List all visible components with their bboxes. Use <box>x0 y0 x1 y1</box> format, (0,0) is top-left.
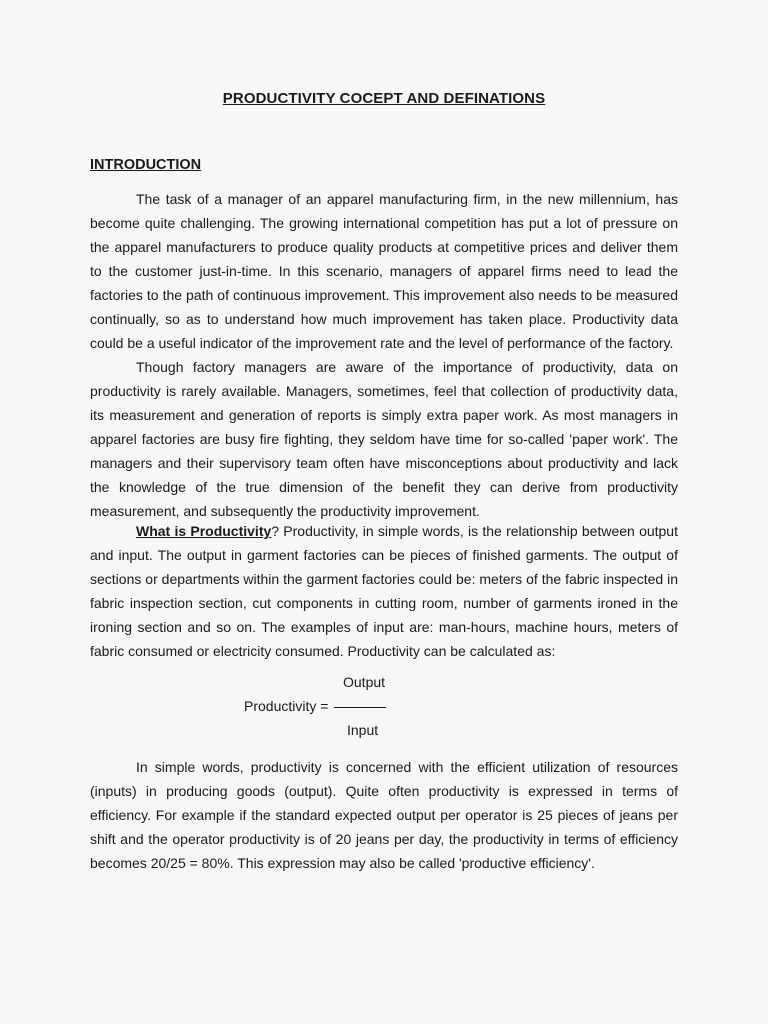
term-what-is-productivity: What is Productivity <box>136 523 272 539</box>
formula-numerator: Output <box>343 674 386 690</box>
page-title: PRODUCTIVITY COCEPT AND DEFINATIONS <box>222 90 546 107</box>
paragraph-3-body: ? Productivity, in simple words, is the relationship between output and input. The output in garment factories can be pieces of finished garments. The output of sections or departments within the garment factories could be: meters of the fabric inspected in fabric inspection section, cut components in cutting room, number of garments ironed in the ironing section and so on. The examples of input are: man-hours, machine hours, meters of fabric consumed or electricity consumed. Productivity can be calculated as: <box>90 523 678 659</box>
formula-label: Productivity = <box>244 698 329 714</box>
paragraph-1 <box>90 187 678 355</box>
formula-line <box>244 696 386 716</box>
formula-denominator: Input <box>347 722 379 738</box>
paragraph-4 <box>90 755 678 875</box>
fraction-bar <box>334 707 386 708</box>
paragraph-4-text: In simple words, productivity is concerned with the efficient utilization of resources (inputs) in producing goods (output). Quite often productivity is expressed in terms of efficiency. For example if the standard expected output per operator is 25 pieces of jeans per shift and the operator productivity is of 20 jeans per day, the productivity in terms of efficiency becomes 20/25 = 80%. This expression may also be called 'productive efficiency'. <box>90 759 678 871</box>
paragraph-3 <box>90 519 678 663</box>
paragraph-2 <box>90 355 678 523</box>
paragraph-1-text: The task of a manager of an apparel manufacturing firm, in the new millennium, has become quite challenging. The growing international competition has put a lot of pressure on the apparel manufacturers to produce quality products at competitive prices and deliver them to the customer just-in-time. In this scenario, managers of apparel firms need to lead the factories to the path of continuous improvement. This improvement also needs to be measured continually, so as to understand how much improvement has taken place. Productivity data could be a useful indicator of the improvement rate and the level of performance of the factory. <box>90 191 678 351</box>
paragraph-3-text <box>90 519 678 663</box>
paragraph-2-text: Though factory managers are aware of the importance of productivity, data on productivity is rarely available. Managers, sometimes, feel that collection of productivity data, its measurement and generation of reports is simply extra paper work. As most managers in apparel factories are busy fire fighting, they seldom have time for so-called 'paper work'. The managers and their supervisory team often have misconceptions about productivity and lack the knowledge of the true dimension of the benefit they can derive from productivity measurement, and subsequently the productivity improvement. <box>90 359 678 519</box>
section-heading-introduction: INTRODUCTION <box>90 157 202 173</box>
